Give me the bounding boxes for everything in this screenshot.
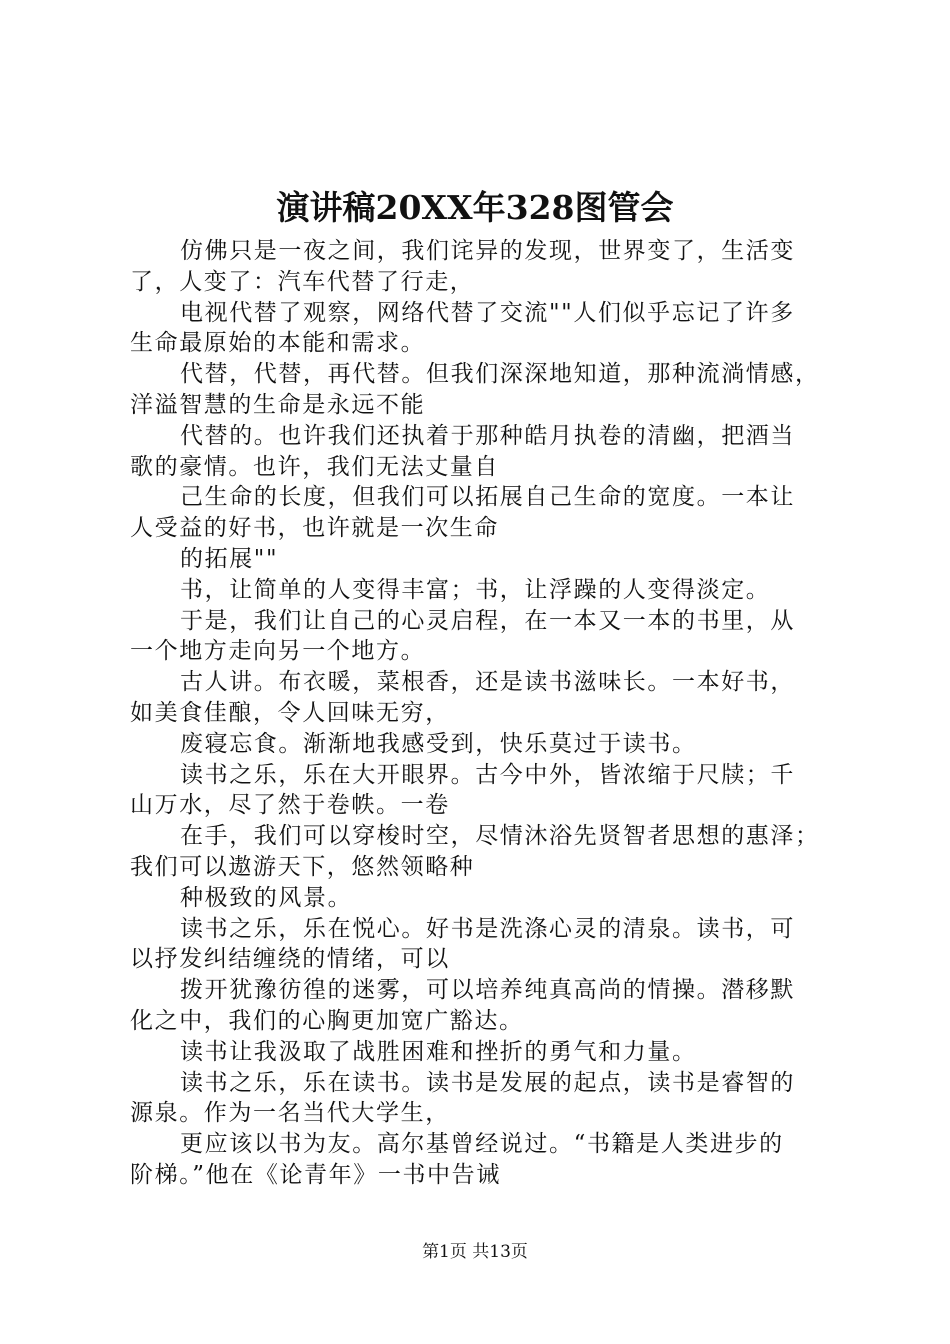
text-line: 古人讲。布衣暖，菜根香，还是读书滋味长。一本好书， bbox=[180, 669, 795, 696]
text-line: 拨开犹豫彷徨的迷雾，可以培养纯真高尚的情操。潜移默 bbox=[180, 977, 795, 1004]
text-line: 了，人变了：汽车代替了行走， bbox=[130, 268, 475, 295]
text-line: 歌的豪情。也许，我们无法丈量自 bbox=[130, 453, 499, 480]
text-line: 的拓展"" bbox=[180, 545, 279, 572]
text-line: 读书之乐，乐在大开眼界。古今中外，皆浓缩于尺牍；千 bbox=[180, 761, 795, 788]
text-line: 种极致的风景。 bbox=[180, 884, 353, 911]
text-line: 读书之乐，乐在悦心。好书是洗涤心灵的清泉。读书，可 bbox=[180, 915, 795, 942]
text-line: 阶梯。”他在《论青年》一书中告诫 bbox=[130, 1161, 501, 1188]
text-line: 更应该以书为友。高尔基曾经说过。“书籍是人类进步的 bbox=[180, 1131, 784, 1158]
text-line: 读书让我汲取了战胜困难和挫折的勇气和力量。 bbox=[180, 1038, 697, 1065]
text-line: 如美食佳酿，令人回味无穷， bbox=[130, 699, 450, 726]
document-title: 演讲稿20XX年328图管会 bbox=[276, 188, 674, 227]
text-line: 代替的。也许我们还执着于那种皓月执卷的清幽，把酒当 bbox=[180, 422, 795, 449]
text-line: 于是，我们让自己的心灵启程，在一本又一本的书里，从 bbox=[180, 607, 795, 634]
text-line: 电视代替了观察，网络代替了交流""人们似乎忘记了许多 bbox=[180, 299, 795, 326]
text-line: 源泉。作为一名当代大学生， bbox=[130, 1100, 450, 1127]
text-line: 书，让简单的人变得丰富；书，让浮躁的人变得淡定。 bbox=[180, 576, 771, 603]
text-line: 我们可以遨游天下，悠然领略种 bbox=[130, 853, 475, 880]
text-line: 废寝忘食。渐渐地我感受到，快乐莫过于读书。 bbox=[180, 730, 697, 757]
text-line: 人受益的好书，也许就是一次生命 bbox=[130, 515, 499, 542]
page-footer: 第1页 共13页 bbox=[422, 1242, 528, 1262]
document-body bbox=[130, 236, 835, 1191]
text-line: 以抒发纠结缠绕的情绪，可以 bbox=[130, 946, 450, 973]
text-line: 山万水，尽了然于卷帙。一卷 bbox=[130, 792, 450, 819]
text-line: 仿佛只是一夜之间，我们诧异的发现，世界变了，生活变 bbox=[180, 238, 795, 264]
text-line: 读书之乐，乐在读书。读书是发展的起点，读书是睿智的 bbox=[180, 1069, 795, 1096]
text-line: 一个地方走向另一个地方。 bbox=[130, 638, 426, 665]
text-line: 己生命的长度，但我们可以拓展自己生命的宽度。一本让 bbox=[180, 484, 795, 511]
text-line: 洋溢智慧的生命是永远不能 bbox=[130, 391, 426, 418]
text-line: 生命最原始的本能和需求。 bbox=[130, 330, 426, 357]
text-line: 化之中，我们的心胸更加宽广豁达。 bbox=[130, 1007, 524, 1034]
text-line: 在手，我们可以穿梭时空，尽情沐浴先贤智者思想的惠泽； bbox=[180, 823, 820, 850]
text-line: 代替，代替，再代替。但我们深深地知道，那种流淌情感， bbox=[180, 361, 820, 388]
